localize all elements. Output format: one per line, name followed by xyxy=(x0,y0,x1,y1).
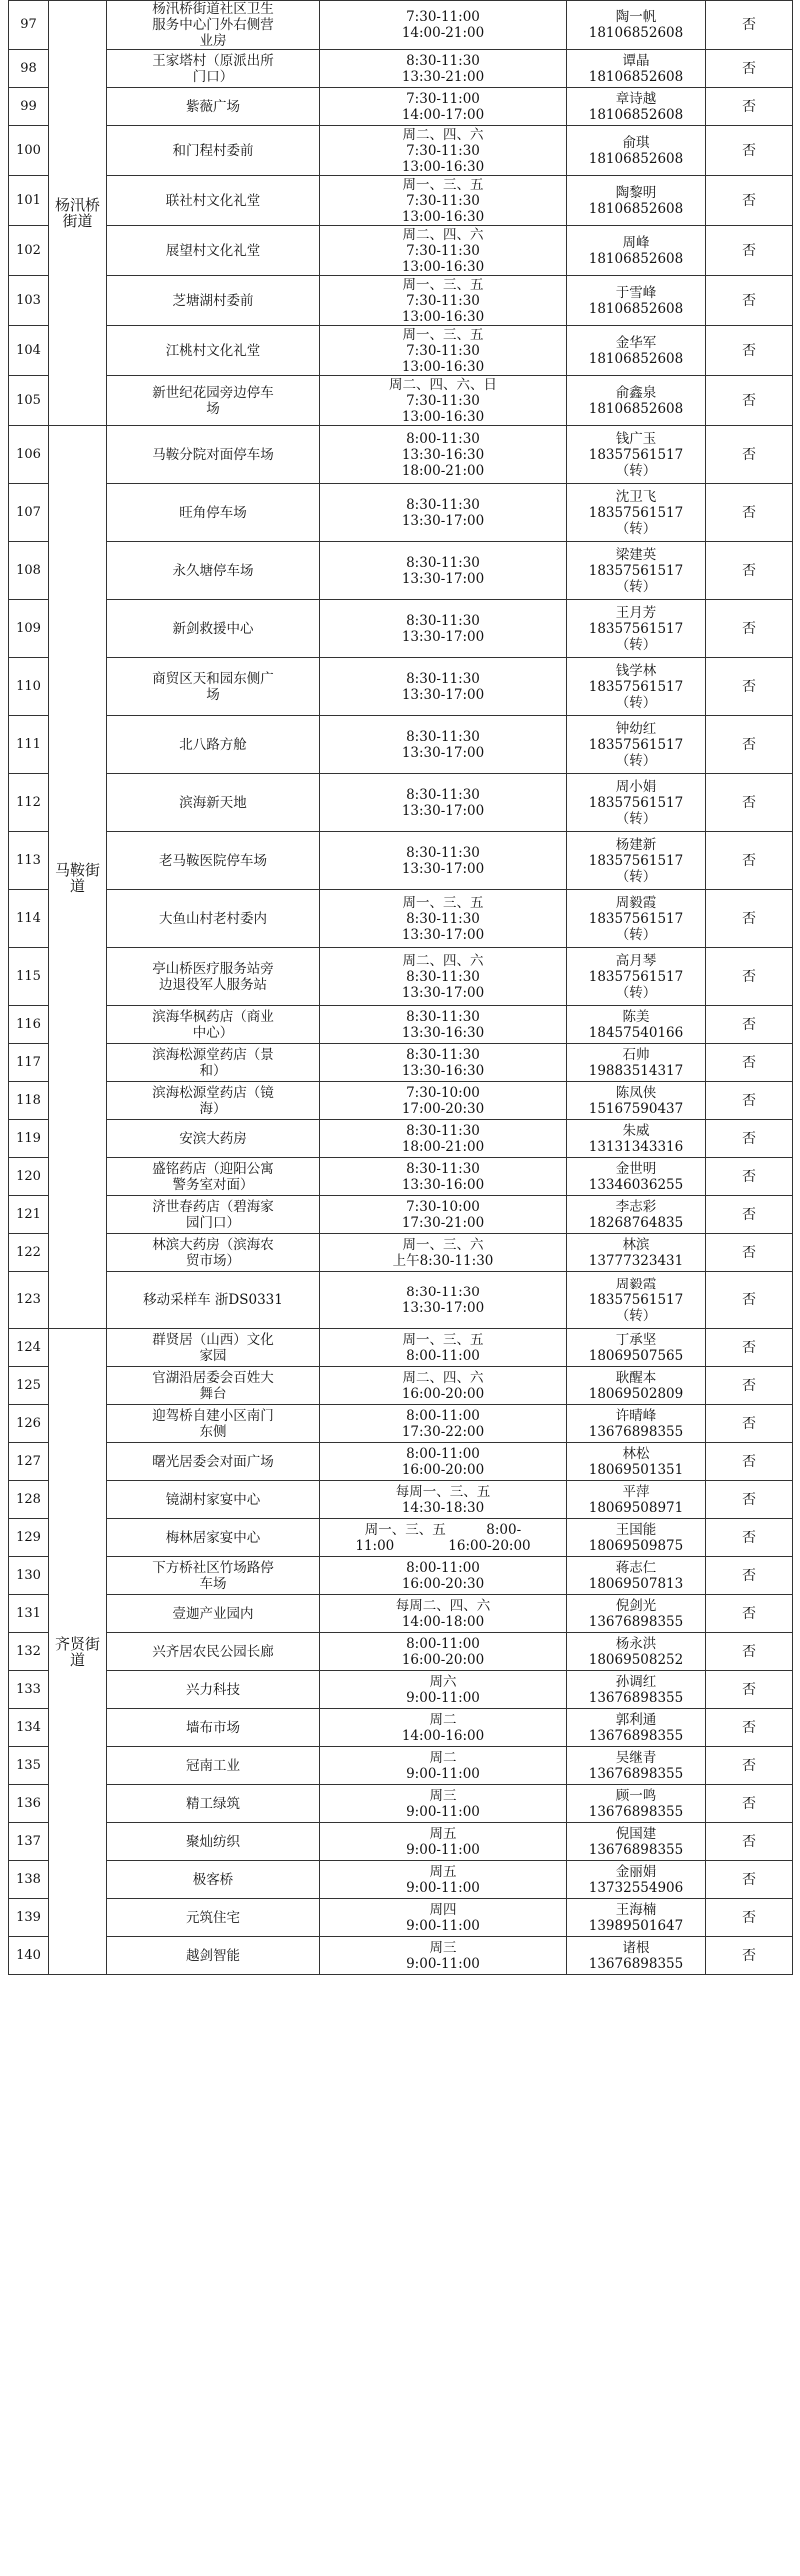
contact-info: 杨建新 18357561517 （转） xyxy=(567,832,706,890)
service-hours: 周二、四、六 7:30-11:30 13:00-16:30 xyxy=(320,126,567,176)
site-location: 杨汛桥街道社区卫生 服务中心门外右侧营 业房 xyxy=(107,1,320,50)
table-row xyxy=(9,50,793,88)
status-flag: 否 xyxy=(706,1,793,50)
site-location: 冠南工业 xyxy=(107,1747,320,1785)
service-hours: 周三 9:00-11:00 xyxy=(320,1937,567,1975)
contact-info: 钱学林 18357561517 （转） xyxy=(567,658,706,716)
service-hours: 周一、三、五 8:00-11:00 xyxy=(320,1329,567,1367)
status-flag: 否 xyxy=(706,542,793,600)
status-flag: 否 xyxy=(706,1785,793,1823)
table-row xyxy=(9,126,793,176)
service-hours: 8:30-11:30 18:00-21:00 xyxy=(320,1120,567,1158)
contact-info: 耿醒本 18069502809 xyxy=(567,1367,706,1405)
service-hours: 8:30-11:30 13:30-17:00 xyxy=(320,484,567,542)
contact-info: 王月芳 18357561517 （转） xyxy=(567,600,706,658)
status-flag: 否 xyxy=(706,890,793,948)
site-location: 曙光居委会对面广场 xyxy=(107,1443,320,1481)
status-flag: 否 xyxy=(706,1747,793,1785)
status-flag: 否 xyxy=(706,1044,793,1082)
site-location: 亭山桥医疗服务站旁 边退役军人服务站 xyxy=(107,948,320,1006)
row-number: 117 xyxy=(9,1044,49,1082)
status-flag: 否 xyxy=(706,1481,793,1519)
service-hours: 8:00-11:30 13:30-16:30 18:00-21:00 xyxy=(320,426,567,484)
row-number: 99 xyxy=(9,88,49,126)
service-hours: 8:30-11:30 13:30-17:00 xyxy=(320,716,567,774)
contact-info: 梁建英 18357561517 （转） xyxy=(567,542,706,600)
site-location: 永久塘停车场 xyxy=(107,542,320,600)
row-number: 133 xyxy=(9,1671,49,1709)
service-hours: 8:30-11:30 13:30-16:30 xyxy=(320,1006,567,1044)
testing-sites-table xyxy=(8,0,793,1975)
row-number: 115 xyxy=(9,948,49,1006)
contact-info: 金世明 13346036255 xyxy=(567,1158,706,1196)
status-flag: 否 xyxy=(706,1367,793,1405)
contact-info: 杨永洪 18069508252 xyxy=(567,1633,706,1671)
status-flag: 否 xyxy=(706,600,793,658)
table-row xyxy=(9,1747,793,1785)
row-number: 119 xyxy=(9,1120,49,1158)
table-row xyxy=(9,948,793,1006)
table-row xyxy=(9,484,793,542)
service-hours: 周一、三、五 7:30-11:30 13:00-16:30 xyxy=(320,276,567,326)
table-row xyxy=(9,1557,793,1595)
contact-info: 李志彩 18268764835 xyxy=(567,1196,706,1234)
site-location: 老马鞍医院停车场 xyxy=(107,832,320,890)
service-hours: 周五 9:00-11:00 xyxy=(320,1861,567,1899)
service-hours: 8:00-11:00 17:30-22:00 xyxy=(320,1405,567,1443)
site-location: 新剑救援中心 xyxy=(107,600,320,658)
service-hours: 8:00-11:00 16:00-20:30 xyxy=(320,1557,567,1595)
table-row xyxy=(9,890,793,948)
site-location: 林滨大药房（滨海农 贸市场） xyxy=(107,1234,320,1272)
contact-info: 钟幼红 18357561517 （转） xyxy=(567,716,706,774)
table-row xyxy=(9,1044,793,1082)
site-location: 聚灿纺织 xyxy=(107,1823,320,1861)
row-number: 128 xyxy=(9,1481,49,1519)
row-number: 111 xyxy=(9,716,49,774)
table-row xyxy=(9,1367,793,1405)
status-flag: 否 xyxy=(706,376,793,426)
contact-info: 吴继青 13676898355 xyxy=(567,1747,706,1785)
table-row xyxy=(9,1,793,50)
service-hours: 7:30-11:00 14:00-21:00 xyxy=(320,1,567,50)
table-row xyxy=(9,1272,793,1329)
row-number: 98 xyxy=(9,50,49,88)
contact-info: 王国能 18069509875 xyxy=(567,1519,706,1557)
site-location: 官湖沿居委会百姓大 舞台 xyxy=(107,1367,320,1405)
service-hours: 周三 9:00-11:00 xyxy=(320,1785,567,1823)
service-hours: 周二、四、六 16:00-20:00 xyxy=(320,1367,567,1405)
table-row xyxy=(9,1405,793,1443)
table-row xyxy=(9,276,793,326)
contact-info: 周峰 18106852608 xyxy=(567,226,706,276)
table-row xyxy=(9,1823,793,1861)
service-hours: 8:00-11:00 16:00-20:00 xyxy=(320,1633,567,1671)
contact-info: 倪剑光 13676898355 xyxy=(567,1595,706,1633)
status-flag: 否 xyxy=(706,948,793,1006)
row-number: 108 xyxy=(9,542,49,600)
site-location: 和门程村委前 xyxy=(107,126,320,176)
site-location: 芝塘湖村委前 xyxy=(107,276,320,326)
service-hours: 周二 14:00-16:00 xyxy=(320,1709,567,1747)
site-location: 兴力科技 xyxy=(107,1671,320,1709)
site-location: 江桃村文化礼堂 xyxy=(107,326,320,376)
service-hours: 周四 9:00-11:00 xyxy=(320,1899,567,1937)
site-location: 盛铭药店（迎阳公寓 警务室对面） xyxy=(107,1158,320,1196)
contact-info: 陶一帆 18106852608 xyxy=(567,1,706,50)
site-location: 墙布市场 xyxy=(107,1709,320,1747)
contact-info: 蒋志仁 18069507813 xyxy=(567,1557,706,1595)
contact-info: 周毅霞 18357561517 （转） xyxy=(567,890,706,948)
service-hours: 8:30-11:30 13:30-17:00 xyxy=(320,600,567,658)
status-flag: 否 xyxy=(706,1120,793,1158)
site-location: 极客桥 xyxy=(107,1861,320,1899)
site-location: 马鞍分院对面停车场 xyxy=(107,426,320,484)
table-row xyxy=(9,1671,793,1709)
contact-info: 孙调红 13676898355 xyxy=(567,1671,706,1709)
status-flag: 否 xyxy=(706,716,793,774)
service-hours: 8:30-11:30 13:30-17:00 xyxy=(320,832,567,890)
status-flag: 否 xyxy=(706,1899,793,1937)
service-hours: 周一、三、五 7:30-11:30 13:00-16:30 xyxy=(320,326,567,376)
contact-info: 林滨 13777323431 xyxy=(567,1234,706,1272)
contact-info: 郭利通 13676898355 xyxy=(567,1709,706,1747)
contact-info: 沈卫飞 18357561517 （转） xyxy=(567,484,706,542)
status-flag: 否 xyxy=(706,1823,793,1861)
site-location: 越剑智能 xyxy=(107,1937,320,1975)
status-flag: 否 xyxy=(706,1272,793,1329)
row-number: 107 xyxy=(9,484,49,542)
contact-info: 王海楠 13989501647 xyxy=(567,1899,706,1937)
table-row xyxy=(9,1861,793,1899)
row-number: 138 xyxy=(9,1861,49,1899)
site-location: 紫薇广场 xyxy=(107,88,320,126)
row-number: 140 xyxy=(9,1937,49,1975)
row-number: 122 xyxy=(9,1234,49,1272)
contact-info: 陈美 18457540166 xyxy=(567,1006,706,1044)
contact-info: 谭晶 18106852608 xyxy=(567,50,706,88)
row-number: 123 xyxy=(9,1272,49,1329)
site-location: 王家塔村（原派出所 门口） xyxy=(107,50,320,88)
row-number: 114 xyxy=(9,890,49,948)
status-flag: 否 xyxy=(706,126,793,176)
status-flag: 否 xyxy=(706,1006,793,1044)
site-location: 元筑住宅 xyxy=(107,1899,320,1937)
table-row xyxy=(9,600,793,658)
site-location: 壹迦产业园内 xyxy=(107,1595,320,1633)
site-location: 展望村文化礼堂 xyxy=(107,226,320,276)
row-number: 102 xyxy=(9,226,49,276)
status-flag: 否 xyxy=(706,774,793,832)
table-row xyxy=(9,326,793,376)
table-row xyxy=(9,1785,793,1823)
street-name: 马鞍街 道 xyxy=(49,426,107,1329)
service-hours: 周二 9:00-11:00 xyxy=(320,1747,567,1785)
contact-info: 石帅 19883514317 xyxy=(567,1044,706,1082)
row-number: 124 xyxy=(9,1329,49,1367)
row-number: 113 xyxy=(9,832,49,890)
site-location: 北八路方舱 xyxy=(107,716,320,774)
service-hours: 8:30-11:30 13:30-17:00 xyxy=(320,1272,567,1329)
service-hours: 周二、四、六 7:30-11:30 13:00-16:30 xyxy=(320,226,567,276)
row-number: 126 xyxy=(9,1405,49,1443)
status-flag: 否 xyxy=(706,1082,793,1120)
row-number: 137 xyxy=(9,1823,49,1861)
row-number: 116 xyxy=(9,1006,49,1044)
status-flag: 否 xyxy=(706,1196,793,1234)
contact-info: 俞鑫泉 18106852608 xyxy=(567,376,706,426)
contact-info: 诸根 13676898355 xyxy=(567,1937,706,1975)
service-hours: 周五 9:00-11:00 xyxy=(320,1823,567,1861)
service-hours: 周一、三、五 8:00- 11:00 16:00-20:00 xyxy=(320,1519,567,1557)
row-number: 127 xyxy=(9,1443,49,1481)
site-location: 精工绿筑 xyxy=(107,1785,320,1823)
contact-info: 林松 18069501351 xyxy=(567,1443,706,1481)
site-location: 梅林居家宴中心 xyxy=(107,1519,320,1557)
contact-info: 陶黎明 18106852608 xyxy=(567,176,706,226)
site-location: 联社村文化礼堂 xyxy=(107,176,320,226)
row-number: 120 xyxy=(9,1158,49,1196)
status-flag: 否 xyxy=(706,484,793,542)
contact-info: 许晴峰 13676898355 xyxy=(567,1405,706,1443)
contact-info: 陈凤侠 15167590437 xyxy=(567,1082,706,1120)
service-hours: 周一、三、六 上午8:30-11:30 xyxy=(320,1234,567,1272)
status-flag: 否 xyxy=(706,1158,793,1196)
row-number: 135 xyxy=(9,1747,49,1785)
row-number: 106 xyxy=(9,426,49,484)
contact-info: 章诗越 18106852608 xyxy=(567,88,706,126)
service-hours: 8:30-11:30 13:30-17:00 xyxy=(320,774,567,832)
service-hours: 8:30-11:30 13:30-16:30 xyxy=(320,1044,567,1082)
site-location: 迎驾桥自建小区南门 东侧 xyxy=(107,1405,320,1443)
row-number: 103 xyxy=(9,276,49,326)
service-hours: 周二、四、六 8:30-11:30 13:30-17:00 xyxy=(320,948,567,1006)
contact-info: 周毅霞 18357561517 （转） xyxy=(567,1272,706,1329)
site-location: 大鱼山村老村委内 xyxy=(107,890,320,948)
table-row xyxy=(9,774,793,832)
street-name: 齐贤街 道 xyxy=(49,1329,107,1975)
service-hours: 8:30-11:30 13:30-16:00 xyxy=(320,1158,567,1196)
table-row xyxy=(9,832,793,890)
contact-info: 金丽娟 13732554906 xyxy=(567,1861,706,1899)
row-number: 97 xyxy=(9,1,49,50)
status-flag: 否 xyxy=(706,226,793,276)
table-row xyxy=(9,1937,793,1975)
row-number: 134 xyxy=(9,1709,49,1747)
status-flag: 否 xyxy=(706,50,793,88)
status-flag: 否 xyxy=(706,1671,793,1709)
contact-info: 平萍 18069508971 xyxy=(567,1481,706,1519)
contact-info: 顾一鸣 13676898355 xyxy=(567,1785,706,1823)
service-hours: 周六 9:00-11:00 xyxy=(320,1671,567,1709)
table-row xyxy=(9,1120,793,1158)
row-number: 112 xyxy=(9,774,49,832)
table-row xyxy=(9,716,793,774)
status-flag: 否 xyxy=(706,832,793,890)
site-location: 滨海松源堂药店（景 和） xyxy=(107,1044,320,1082)
table-row xyxy=(9,1158,793,1196)
status-flag: 否 xyxy=(706,1405,793,1443)
service-hours: 周二、四、六、日 7:30-11:30 13:00-16:30 xyxy=(320,376,567,426)
status-flag: 否 xyxy=(706,1329,793,1367)
row-number: 130 xyxy=(9,1557,49,1595)
table-row xyxy=(9,1595,793,1633)
site-location: 济世春药店（碧海家 园门口） xyxy=(107,1196,320,1234)
service-hours: 7:30-10:00 17:00-20:30 xyxy=(320,1082,567,1120)
table-row xyxy=(9,1709,793,1747)
table-row xyxy=(9,1329,793,1367)
table-row xyxy=(9,1481,793,1519)
table-row xyxy=(9,1006,793,1044)
row-number: 121 xyxy=(9,1196,49,1234)
table-row xyxy=(9,88,793,126)
status-flag: 否 xyxy=(706,1557,793,1595)
table-row xyxy=(9,226,793,276)
table-row xyxy=(9,1899,793,1937)
service-hours: 每周二、四、六 14:00-18:00 xyxy=(320,1595,567,1633)
table-row xyxy=(9,658,793,716)
street-name: 杨汛桥 街道 xyxy=(49,1,107,426)
row-number: 100 xyxy=(9,126,49,176)
table-row xyxy=(9,1633,793,1671)
site-location: 群贤居（山西）文化 家园 xyxy=(107,1329,320,1367)
contact-info: 于雪峰 18106852608 xyxy=(567,276,706,326)
status-flag: 否 xyxy=(706,276,793,326)
status-flag: 否 xyxy=(706,1595,793,1633)
status-flag: 否 xyxy=(706,326,793,376)
contact-info: 高月琴 18357561517 （转） xyxy=(567,948,706,1006)
row-number: 110 xyxy=(9,658,49,716)
site-location: 安滨大药房 xyxy=(107,1120,320,1158)
status-flag: 否 xyxy=(706,88,793,126)
site-location: 镜湖村家宴中心 xyxy=(107,1481,320,1519)
site-location: 旺角停车场 xyxy=(107,484,320,542)
table-row xyxy=(9,1519,793,1557)
table-row xyxy=(9,1082,793,1120)
contact-info: 朱威 13131343316 xyxy=(567,1120,706,1158)
service-hours: 7:30-10:00 17:30-21:00 xyxy=(320,1196,567,1234)
row-number: 105 xyxy=(9,376,49,426)
table-row xyxy=(9,376,793,426)
status-flag: 否 xyxy=(706,1709,793,1747)
site-location: 商贸区天和园东侧广 场 xyxy=(107,658,320,716)
contact-info: 金华军 18106852608 xyxy=(567,326,706,376)
row-number: 136 xyxy=(9,1785,49,1823)
contact-info: 周小娟 18357561517 （转） xyxy=(567,774,706,832)
status-flag: 否 xyxy=(706,426,793,484)
service-hours: 每周一、三、五 14:30-18:30 xyxy=(320,1481,567,1519)
row-number: 109 xyxy=(9,600,49,658)
contact-info: 倪国建 13676898355 xyxy=(567,1823,706,1861)
status-flag: 否 xyxy=(706,1633,793,1671)
service-hours: 8:00-11:00 16:00-20:00 xyxy=(320,1443,567,1481)
site-location: 下方桥社区竹场路停 车场 xyxy=(107,1557,320,1595)
site-location: 移动采样车 浙DS0331 xyxy=(107,1272,320,1329)
service-hours: 8:30-11:30 13:30-17:00 xyxy=(320,658,567,716)
site-location: 新世纪花园旁边停车 场 xyxy=(107,376,320,426)
site-location: 滨海华枫药店（商业 中心） xyxy=(107,1006,320,1044)
site-location: 滨海新天地 xyxy=(107,774,320,832)
row-number: 131 xyxy=(9,1595,49,1633)
table-row xyxy=(9,426,793,484)
status-flag: 否 xyxy=(706,1937,793,1975)
status-flag: 否 xyxy=(706,1443,793,1481)
service-hours: 8:30-11:30 13:30-17:00 xyxy=(320,542,567,600)
contact-info: 丁承坚 18069507565 xyxy=(567,1329,706,1367)
service-hours: 8:30-11:30 13:30-21:00 xyxy=(320,50,567,88)
table-row xyxy=(9,1196,793,1234)
status-flag: 否 xyxy=(706,1861,793,1899)
service-hours: 周一、三、五 8:30-11:30 13:30-17:00 xyxy=(320,890,567,948)
contact-info: 俞琪 18106852608 xyxy=(567,126,706,176)
contact-info: 钱广玉 18357561517 （转） xyxy=(567,426,706,484)
status-flag: 否 xyxy=(706,1234,793,1272)
row-number: 125 xyxy=(9,1367,49,1405)
row-number: 129 xyxy=(9,1519,49,1557)
table-row xyxy=(9,176,793,226)
row-number: 132 xyxy=(9,1633,49,1671)
status-flag: 否 xyxy=(706,658,793,716)
site-location: 兴齐居农民公园长廊 xyxy=(107,1633,320,1671)
table-row xyxy=(9,1234,793,1272)
site-location: 滨海松源堂药店（镜 海） xyxy=(107,1082,320,1120)
service-hours: 7:30-11:00 14:00-17:00 xyxy=(320,88,567,126)
service-hours: 周一、三、五 7:30-11:30 13:00-16:30 xyxy=(320,176,567,226)
row-number: 101 xyxy=(9,176,49,226)
row-number: 118 xyxy=(9,1082,49,1120)
status-flag: 否 xyxy=(706,176,793,226)
row-number: 139 xyxy=(9,1899,49,1937)
table-row xyxy=(9,1443,793,1481)
table-row xyxy=(9,542,793,600)
row-number: 104 xyxy=(9,326,49,376)
status-flag: 否 xyxy=(706,1519,793,1557)
